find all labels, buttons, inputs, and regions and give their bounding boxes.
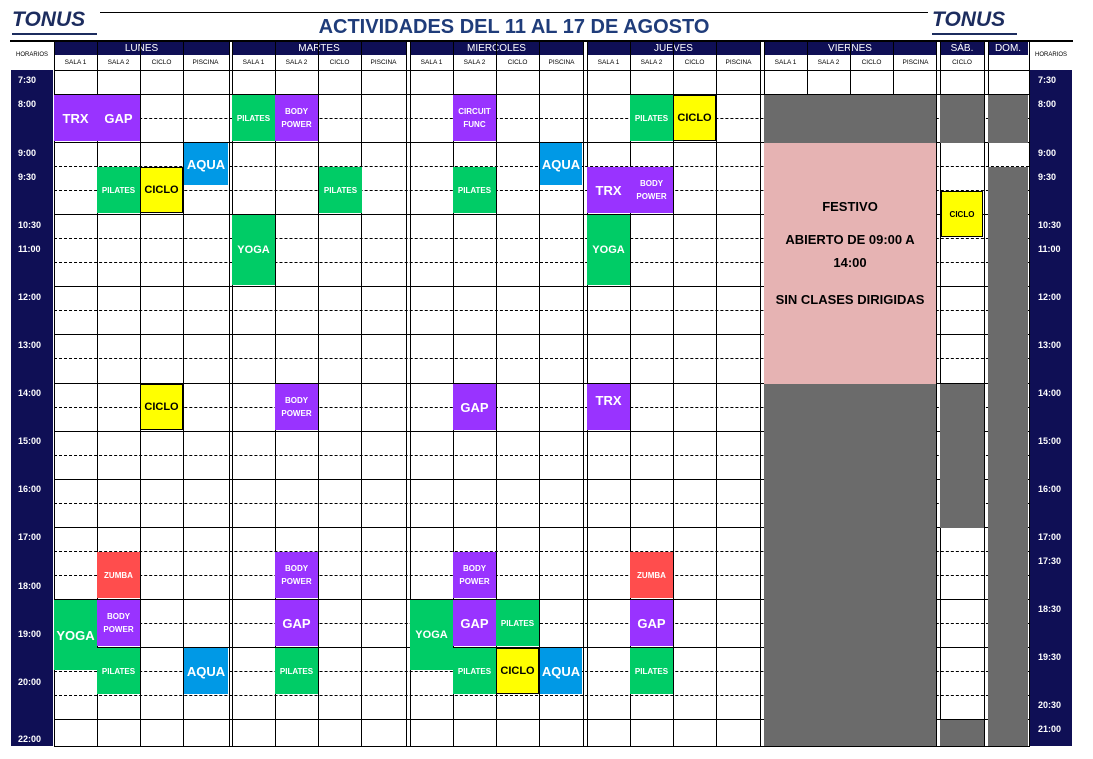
time-label-left: 20:00 (18, 677, 42, 687)
class-yoga-miercoles-1830[interactable]: YOGA (410, 600, 453, 670)
logo-underline-left (12, 33, 97, 35)
room-header-miercoles-piscina: PISCINA (539, 55, 584, 71)
closed-block-domingo-day (988, 167, 1028, 527)
room-header-miercoles-sala1: SALA 1 (410, 55, 453, 71)
class-bodypower-lunes-1830[interactable]: BODY POWER (97, 600, 140, 646)
time-label-right: 15:00 (1038, 436, 1062, 446)
day-header-martes: MARTES (232, 42, 406, 55)
time-label-right: 13:00 (1038, 340, 1062, 350)
room-header-viernes-ciclo: CICLO (850, 55, 893, 71)
room-header-martes-sala1: SALA 1 (232, 55, 275, 71)
grid-line (936, 42, 937, 747)
class-aqua-lunes-9[interactable]: AQUA (184, 143, 228, 185)
class-yoga-martes-1030[interactable]: YOGA (232, 215, 275, 285)
class-pilates-jueves-8[interactable]: PILATES (630, 95, 673, 141)
room-header-miercoles-ciclo: CICLO (496, 55, 539, 71)
time-label-right: 11:00 (1038, 244, 1061, 254)
class-circuit-miercoles-8[interactable]: CIRCUIT FUNC (453, 95, 496, 141)
time-label-right: 7:30 (1038, 75, 1057, 85)
grid-line (54, 70, 1029, 71)
class-trx-jueves-930[interactable]: TRX (587, 167, 630, 213)
time-label-right: 9:00 (1038, 148, 1057, 158)
class-bodypower-martes-8[interactable]: BODY POWER (275, 95, 318, 141)
grid-line (318, 42, 319, 747)
room-header-sabado-ciclo: CICLO (940, 55, 984, 71)
festivo-no-classes: SIN CLASES DIRIGIDAS (775, 292, 925, 307)
room-header-lunes-sala1: SALA 1 (54, 55, 97, 71)
class-ciclo-sabado-930[interactable]: CICLO (941, 191, 983, 237)
class-ciclo-lunes-14[interactable]: CICLO (140, 384, 183, 430)
class-pilates-miercoles-1930[interactable]: PILATES (453, 648, 496, 694)
time-label-left: 12:00 (18, 292, 42, 302)
time-label-left: 7:30 (18, 75, 37, 85)
time-label-right: 21:00 (1038, 724, 1062, 734)
day-header-domingo: DOM. (988, 42, 1028, 55)
class-aqua-lunes-1930[interactable]: AQUA (184, 648, 228, 694)
class-zumba-jueves-1730[interactable]: ZUMBA (630, 552, 673, 598)
time-label-right: 10:30 (1038, 220, 1062, 230)
horarios-header-left: HORARIOS (11, 42, 53, 69)
time-label-right: 17:30 (1038, 556, 1062, 566)
class-gap-miercoles-1830[interactable]: GAP (453, 600, 496, 646)
time-label-left: 11:00 (18, 244, 41, 254)
room-header-viernes-piscina: PISCINA (893, 55, 938, 71)
closed-block-sabado-night (940, 720, 984, 746)
class-pilates-martes-1930[interactable]: PILATES (275, 648, 318, 694)
time-label-right: 9:30 (1038, 172, 1057, 182)
day-header-miercoles: MIERCOLES (410, 42, 583, 55)
class-pilates-martes-8[interactable]: PILATES (232, 95, 275, 141)
class-pilates-miercoles-930[interactable]: PILATES (453, 167, 496, 213)
grid-line (54, 746, 1029, 747)
class-yoga-jueves-1030[interactable]: YOGA (587, 215, 630, 285)
room-header-miercoles-sala2: SALA 2 (453, 55, 496, 71)
room-header-lunes-sala2: SALA 2 (97, 55, 140, 71)
grid-line (673, 42, 674, 747)
room-header-jueves-ciclo: CICLO (673, 55, 716, 71)
day-header-viernes: VIERNES (764, 42, 936, 55)
time-label-right: 19:30 (1038, 652, 1062, 662)
closed-block-sabado-morning (940, 95, 984, 143)
room-header-martes-ciclo: CICLO (318, 55, 361, 71)
time-label-left: 22:00 (18, 734, 42, 744)
time-label-right: 18:30 (1038, 604, 1062, 614)
festivo-hours-line1: ABIERTO DE 09:00 A (785, 232, 915, 247)
time-label-right: 17:00 (1038, 532, 1062, 542)
room-header-lunes-ciclo: CICLO (140, 55, 183, 71)
grid-line (232, 42, 233, 747)
closed-block-domingo-morning (988, 95, 1028, 143)
grid-line (984, 42, 985, 747)
time-label-left: 10:30 (18, 220, 42, 230)
class-yoga-lunes-1830[interactable]: YOGA (54, 600, 97, 670)
tonus-logo-left: TONUS (12, 8, 86, 31)
logo-underline-right (932, 33, 1017, 35)
room-header-martes-piscina: PISCINA (361, 55, 406, 71)
class-gap-martes-1830[interactable]: GAP (275, 600, 318, 646)
class-ciclo-jueves-8[interactable]: CICLO (673, 95, 716, 141)
grid-line (406, 42, 407, 747)
time-label-left: 8:00 (18, 99, 37, 109)
day-header-lunes: LUNES (54, 42, 229, 55)
festivo-title: FESTIVO (822, 199, 878, 214)
horarios-header-right: HORARIOS (1030, 42, 1072, 69)
class-bodypower-miercoles-1730[interactable]: BODY POWER (453, 552, 496, 598)
room-header-lunes-piscina: PISCINA (183, 55, 228, 71)
time-label-left: 9:30 (18, 172, 37, 182)
class-bodypower-martes-1730[interactable]: BODY POWER (275, 552, 318, 598)
class-aqua-miercoles-1930[interactable]: AQUA (540, 648, 582, 694)
festivo-hours-line2: 14:00 (833, 255, 867, 270)
closed-block-sabado-afternoon (940, 384, 984, 528)
time-label-left: 13:00 (18, 340, 42, 350)
class-pilates-jueves-1930[interactable]: PILATES (630, 648, 673, 694)
class-bodypower-jueves-930[interactable]: BODY POWER (630, 167, 673, 213)
time-label-left: 9:00 (18, 148, 37, 158)
time-label-right: 8:00 (1038, 99, 1057, 109)
grid-line (583, 42, 584, 747)
time-label-right: 12:00 (1038, 292, 1062, 302)
closed-block-viernes-morning (764, 95, 936, 143)
grid-line (229, 42, 230, 747)
class-pilates-lunes-1930[interactable]: PILATES (97, 648, 140, 694)
class-gap-lunes-8[interactable]: GAP (97, 95, 140, 141)
time-label-left: 15:00 (18, 436, 42, 446)
class-bodypower-martes-14[interactable]: BODY POWER (275, 384, 318, 430)
grid-line (1029, 42, 1030, 747)
room-header-jueves-sala1: SALA 1 (587, 55, 630, 71)
time-label-left: 19:00 (18, 629, 42, 639)
time-label-right: 20:30 (1038, 700, 1062, 710)
time-label-left: 17:00 (18, 532, 42, 542)
class-gap-jueves-1830[interactable]: GAP (630, 600, 673, 646)
class-gap-miercoles-14[interactable]: GAP (453, 384, 496, 430)
time-label-left: 18:00 (18, 581, 42, 591)
grid-line (760, 42, 761, 747)
day-header-jueves: JUEVES (587, 42, 760, 55)
day-header-sabado: SÁB. (940, 42, 984, 55)
class-pilates-martes-930[interactable]: PILATES (319, 167, 362, 213)
class-ciclo-miercoles-1930[interactable]: CICLO (496, 648, 539, 694)
schedule-title: ACTIVIDADES DEL 11 AL 17 DE AGOSTO (318, 16, 710, 38)
time-label-left: 16:00 (18, 484, 42, 494)
closed-block-viernes-afternoon (764, 384, 936, 746)
grid-line (716, 42, 717, 747)
time-label-left: 14:00 (18, 388, 42, 398)
class-pilates2-miercoles-1830[interactable]: PILATES (496, 600, 539, 646)
class-pilates-lunes-930[interactable]: PILATES (97, 167, 140, 213)
room-header-jueves-sala2: SALA 2 (630, 55, 673, 71)
class-aqua-miercoles-9[interactable]: AQUA (540, 143, 582, 185)
tonus-logo-right: TONUS (932, 8, 1006, 31)
festivo-notice (764, 143, 936, 384)
grid-line (361, 42, 362, 747)
room-header-jueves-piscina: PISCINA (716, 55, 761, 71)
class-zumba-lunes-1730[interactable]: ZUMBA (97, 552, 140, 598)
title-top-rule (100, 12, 928, 13)
closed-block-domingo-evening (988, 527, 1028, 746)
room-header-martes-sala2: SALA 2 (275, 55, 318, 71)
class-ciclo-lunes-930[interactable]: CICLO (140, 167, 183, 213)
time-label-right: 16:00 (1038, 484, 1062, 494)
room-header-viernes-sala2: SALA 2 (807, 55, 850, 71)
class-trx-jueves-14[interactable]: TRX (587, 384, 630, 430)
room-header-viernes-sala1: SALA 1 (764, 55, 807, 71)
class-trx-lunes-8[interactable]: TRX (54, 95, 97, 141)
time-label-right: 14:00 (1038, 388, 1062, 398)
